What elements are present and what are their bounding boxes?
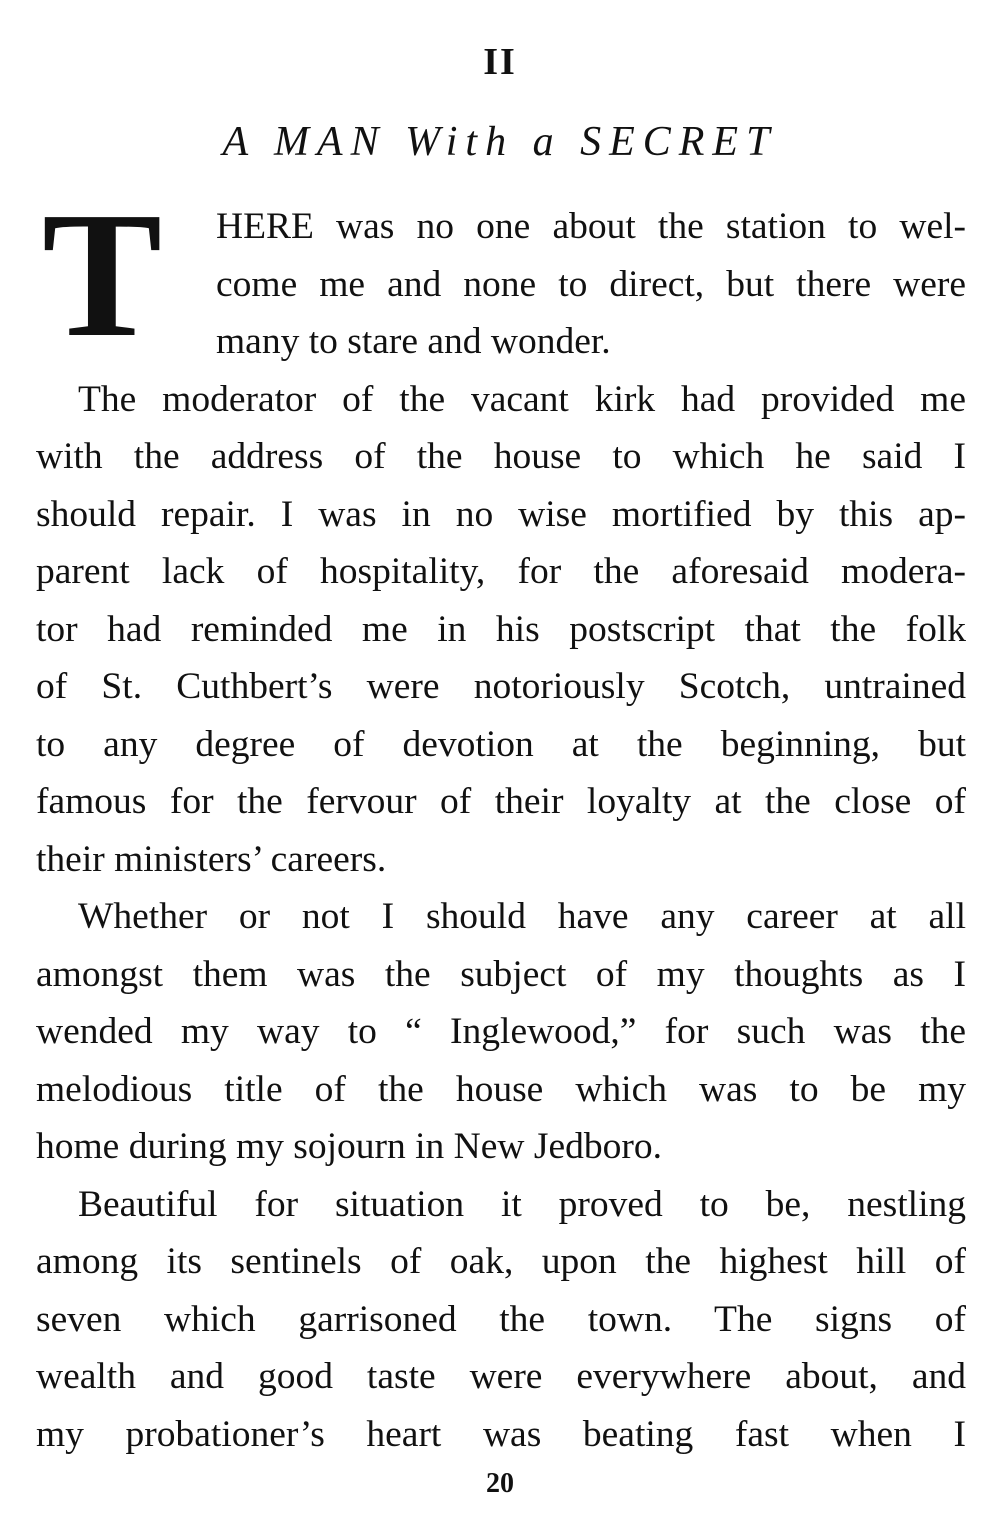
text-line: many to stare and wonder. xyxy=(216,321,611,362)
text-line: wended my way to “ Inglewood,” for such was the xyxy=(36,1011,966,1052)
page-number: 20 xyxy=(486,1468,514,1499)
text-line: wealth and good taste were everywhere about, and xyxy=(36,1356,966,1397)
paragraph xyxy=(36,371,966,889)
drop-cap: T xyxy=(42,175,163,374)
text-line: HERE was no one about the station to wel- xyxy=(216,206,966,247)
text-line: their ministers’ careers. xyxy=(36,838,387,880)
text-line: seven which garrisoned the town. The signs of xyxy=(36,1298,966,1340)
text-line: amongst them was the subject of my thoughts as I xyxy=(36,953,966,995)
paragraph xyxy=(36,1176,966,1464)
text-line: The moderator of the vacant kirk had provided me xyxy=(78,378,966,420)
text-line: home during my sojourn in New Jedboro. xyxy=(36,1126,662,1167)
text-line: to any degree of devotion at the beginning, but xyxy=(36,723,966,765)
text-line: Whether or not I should have any career at all xyxy=(78,896,966,937)
text-line: my probationer’s heart was beating fast when I xyxy=(36,1413,966,1455)
chapter-number: II xyxy=(483,41,517,83)
text-line: famous for the fervour of their loyalty at the close of xyxy=(36,781,966,822)
text-line: tor had reminded me in his postscript that the folk xyxy=(36,608,966,650)
text-line: parent lack of hospitality, for the aforesaid modera- xyxy=(36,551,966,592)
paragraph xyxy=(36,888,966,1176)
body-text xyxy=(36,175,966,1463)
text-line: among its sentinels of oak, upon the highest hill of xyxy=(36,1241,966,1282)
text-line: of St. Cuthbert’s were notoriously Scotch, untrained xyxy=(36,666,966,707)
text-line: Beautiful for situation it proved to be, nestling xyxy=(78,1183,966,1225)
paragraph xyxy=(36,175,966,374)
chapter-title: A MAN With a SECRET xyxy=(222,119,778,165)
text-line: melodious title of the house which was to be my xyxy=(36,1068,966,1110)
text-line: with the address of the house to which he said I xyxy=(36,436,966,477)
text-line: should repair. I was in no wise mortified by this ap- xyxy=(36,493,966,535)
text-line: come me and none to direct, but there were xyxy=(216,263,966,305)
